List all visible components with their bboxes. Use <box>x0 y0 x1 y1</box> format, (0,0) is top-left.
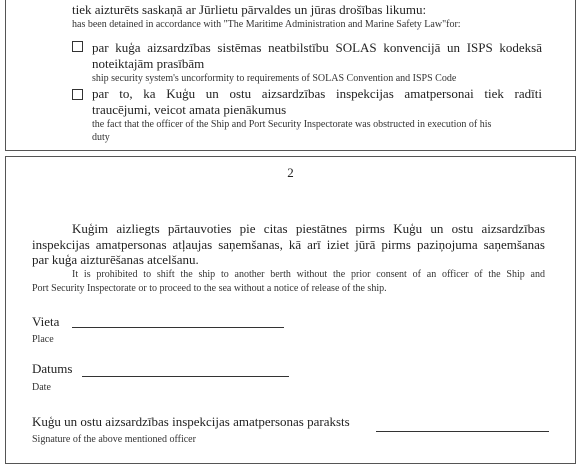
option-1-lv-line1: par kuģa aizsardzības sistēmas neatbilstību SOLAS konvencijā un ISPS kodeksā <box>92 40 542 55</box>
date-label: Datums <box>32 361 73 376</box>
option-2-lv-line1: par to, ka Kuģu un ostu aizsardzības inspekcijas amatpersonai tiek radīti <box>92 86 542 101</box>
option-1-en-line1: ship security system's uncorformity to requirements of SOLAS Convention and ISPS Code <box>92 73 457 84</box>
detention-reasons-section <box>5 0 576 151</box>
detention-intro-lv: tiek aizturēts saskaņā ar Jūrlietu pārvaldes un jūras drošības likumu: <box>72 2 427 17</box>
prohibition-lv-line3: par kuģa aizturēšanas atcelšanu. <box>32 252 199 267</box>
option-2-en-line1: the fact that the officer of the Ship and Port Security Inspectorate was obstructed in execution of his <box>92 119 492 130</box>
date-label-en: Date <box>32 382 51 393</box>
option-2-checkbox[interactable] <box>72 89 83 100</box>
signature-input-line[interactable] <box>376 431 549 432</box>
page-number: 2 <box>287 165 294 180</box>
place-input-line[interactable] <box>72 327 284 328</box>
signature-label: Kuģu un ostu aizsardzības inspekcijas amatpersonas paraksts <box>32 414 350 429</box>
option-2-lv-line2: traucējumi, veicot amata pienākumus <box>92 102 287 117</box>
option-1-checkbox[interactable] <box>72 41 83 52</box>
signature-label-en: Signature of the above mentioned officer <box>32 434 196 445</box>
date-input-line[interactable] <box>82 376 289 377</box>
prohibition-en-line1: It is prohibited to shift the ship to another berth without the prior consent of an officer of the Ship and <box>72 269 545 280</box>
detention-intro-en: has been detained in accordance with "The Maritime Administration and Marine Safety Law"for: <box>72 19 461 30</box>
page-2-section <box>5 156 576 464</box>
option-1-lv-line2: noteiktajām prasībām <box>92 56 205 71</box>
prohibition-lv-line1: Kuģim aizliegts pārtauvoties pie citas piestātnes pirms Kuģu un ostu aizsardzības <box>72 221 545 236</box>
place-label-en: Place <box>32 334 54 345</box>
prohibition-en-line2: Port Security Inspectorate or to proceed to the sea without a notice of release of the ship. <box>32 283 387 294</box>
prohibition-lv-line2: inspekcijas amatpersonas atļaujas saņemšanas, kā arī iziet jūrā pirms paziņojuma saņemšanas <box>32 237 545 252</box>
option-2-en-line2: duty <box>92 132 110 143</box>
place-label: Vieta <box>32 314 60 329</box>
